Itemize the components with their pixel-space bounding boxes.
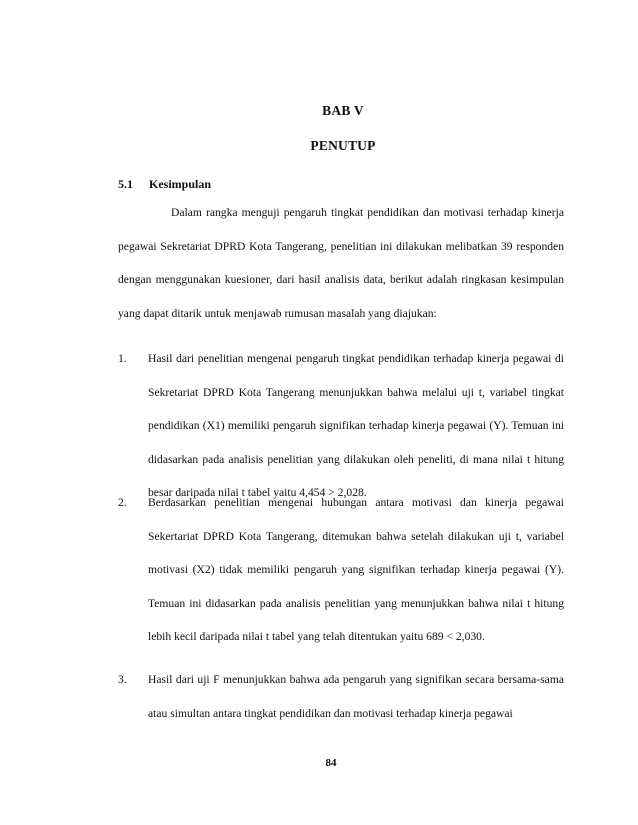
section-title: Kesimpulan <box>149 177 212 191</box>
page-number: 84 <box>325 757 337 769</box>
list-item-text: Hasil dari penelitian mengenai pengaruh tingkat pendidikan terhadap kinerja pegawai di Sekretariat DPRD Kota Tangerang menunjukkan bahwa melalui uji t, variabel tingkat pendidikan (X1) memiliki pengaruh signifikan terhadap kinerja pegawai (Y). Temuan ini didasarkan pada analisis penelitian yang dilakukan oleh peneliti, di mana nilai t hitung besar daripada nilai t tabel yaitu 4,454 > 2,028. <box>148 352 564 500</box>
conclusion-item-1 <box>118 342 564 510</box>
conclusion-item-3 <box>118 663 564 730</box>
list-marker: 2. <box>118 496 127 509</box>
section-heading <box>118 177 211 192</box>
list-marker: 1. <box>118 352 127 365</box>
intro-paragraph: Dalam rangka menguji pengaruh tingkat pendidikan dan motivasi terhadap kinerja pegawai Sekretariat DPRD Kota Tangerang, penelitian ini dilakukan melibatkan 39 responden dengan menggunakan kuesioner, dari hasil analisis data, berikut adalah ringkasan kesimpulan yang dapat ditarik untuk menjawab rumusan masalah yang diajukan: <box>118 206 564 320</box>
list-item-text: Berdasarkan penelitian mengenai hubungan antara motivasi dan kinerja pegawai Sekertariat DPRD Kota Tangerang, ditemukan bahwa setelah dilakukan uji t, variabel motivasi (X2) tidak memiliki pengaruh yang signifikan terhadap kinerja pegawai (Y). Temuan ini didasarkan pada analisis penelitian yang menunjukkan bahwa nilai t hitung lebih kecil daripada nilai t tabel yang telah ditentukan yaitu 689 < 2,030. <box>148 496 564 644</box>
conclusion-item-2 <box>118 486 564 654</box>
chapter-title: PENUTUP <box>310 138 376 153</box>
list-item-text: Hasil dari uji F menunjukkan bahwa ada pengaruh yang signifikan secara bersama-sama atau simultan antara tingkat pendidikan dan motivasi terhadap kinerja pegawai <box>148 673 564 720</box>
section-number: 5.1 <box>118 177 133 191</box>
chapter-number: BAB V <box>322 103 364 118</box>
list-marker: 3. <box>118 673 127 686</box>
